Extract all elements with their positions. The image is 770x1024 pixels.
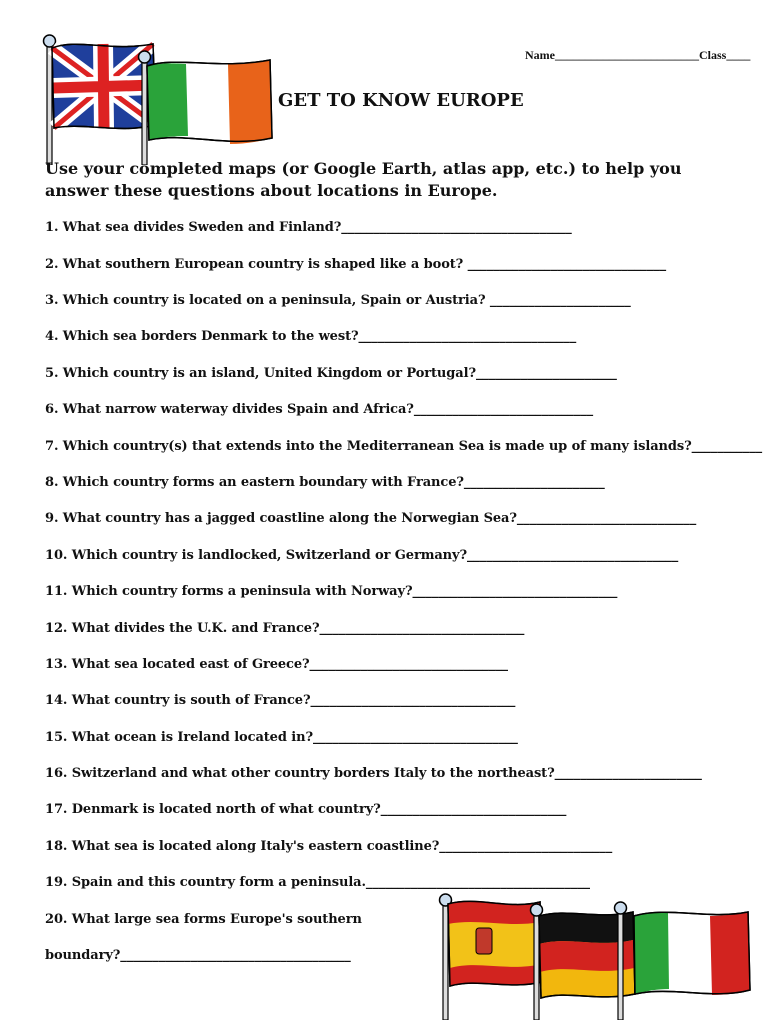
question-6: 6. What narrow waterway divides Spain and Africa?____________________________ [45, 402, 594, 417]
question-13: 13. What sea located east of Greece?_______________________________ [45, 657, 508, 672]
name-class-line: Name________________________Class____ [525, 48, 751, 62]
question-12: 12. What divides the U.K. and France?________________________________ [45, 621, 525, 636]
page-title: GET TO KNOW EUROPE [278, 90, 524, 111]
ireland-flag-icon [147, 60, 272, 144]
question-20-continued: boundary?____________________________________ [45, 948, 351, 963]
question-18: 18. What sea is located along Italy's eastern coastline?___________________________ [45, 839, 613, 854]
question-1: 1. What sea divides Sweden and Finland?____________________________________ [45, 220, 572, 235]
question-5: 5. Which country is an island, United Kingdom or Portugal?______________________ [45, 366, 617, 381]
italy-flag-icon [634, 912, 750, 995]
question-16: 16. Switzerland and what other country borders Italy to the northeast?_______________________ [45, 766, 702, 781]
question-9: 9. What country has a jagged coastline along the Norwegian Sea?____________________________ [45, 511, 697, 526]
question-17: 17. Denmark is located north of what country?_____________________________ [45, 802, 567, 817]
question-20: 20. What large sea forms Europe's southern [45, 912, 362, 927]
question-7: 7. Which country(s) that extends into the Mediterranean Sea is made up of many islands?___________ [45, 439, 762, 454]
question-2: 2. What southern European country is shaped like a boot? _______________________________ [45, 257, 667, 272]
question-15: 15. What ocean is Ireland located in?________________________________ [45, 730, 518, 745]
bottom-flags-illustration [428, 890, 758, 1020]
question-4: 4. Which sea borders Denmark to the west?__________________________________ [45, 329, 577, 344]
question-19: 19. Spain and this country form a peninsula.___________________________________ [45, 875, 590, 890]
question-8: 8. Which country forms an eastern boundary with France?______________________ [45, 475, 605, 490]
question-10: 10. Which country is landlocked, Switzerland or Germany?_________________________________ [45, 548, 679, 563]
instructions: Use your completed maps (or Google Earth, atlas app, etc.) to help you answer these questions about locations in Europe. [45, 159, 682, 200]
spain-flag-icon [448, 901, 542, 986]
question-3: 3. Which country is located on a peninsula, Spain or Austria? ______________________ [45, 293, 631, 308]
question-14: 14. What country is south of France?________________________________ [45, 693, 516, 708]
question-11: 11. Which country forms a peninsula with Norway?________________________________ [45, 584, 618, 599]
top-flags-illustration [38, 30, 278, 165]
